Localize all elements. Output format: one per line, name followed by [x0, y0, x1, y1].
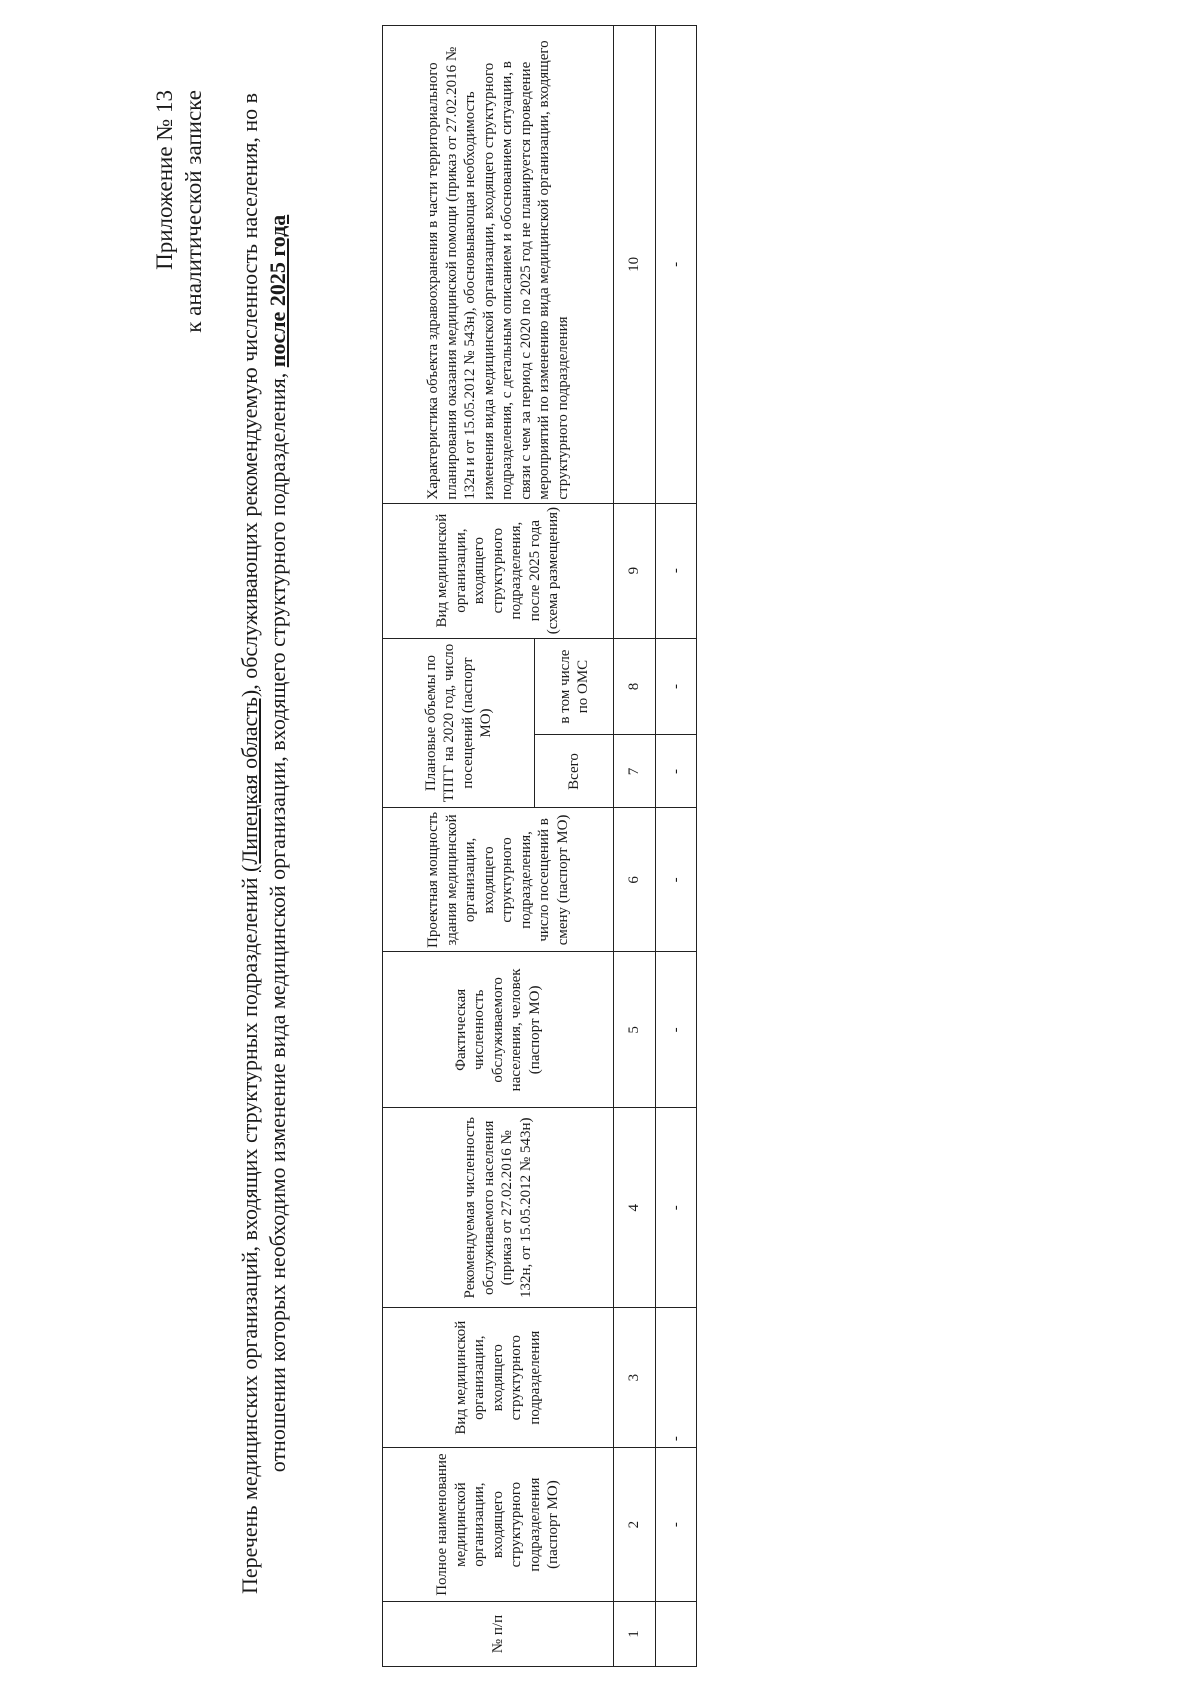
header-actual-population: Фактическая численность обслуживаемого населения, человек (паспорт МО): [383, 952, 614, 1108]
title-part1: Перечень медицинских организаций, входящих структурных подразделений: [237, 877, 262, 1595]
header-number: № п/п: [383, 1602, 614, 1667]
table-cell: -: [656, 503, 697, 638]
column-number: 6: [614, 808, 656, 952]
column-number: 3: [614, 1308, 656, 1448]
document-title: [236, 70, 292, 1617]
table-cell: -: [656, 952, 697, 1108]
header-row: [383, 26, 535, 1667]
title-region: (Липецкая область): [237, 689, 262, 872]
title-part2: , обслуживающих рекомендуемую численность населения, но в отношении которых необходимо изменение вида медицинской организации, входящего структурного подразделения,: [237, 93, 290, 1473]
column-number: 8: [614, 638, 656, 735]
header-planned-volumes: Плановые объемы по ТПГГ на 2020 год, число посещений (паспорт МО): [383, 638, 535, 808]
table-cell: [656, 1602, 697, 1667]
organizations-table: [382, 25, 697, 1667]
header-full-name: Полное наименование медицинской организации, входящего структурного подразделения (паспорт МО): [383, 1448, 614, 1602]
column-number: 10: [614, 26, 656, 504]
header-org-type-after-2025: Вид медицинской организации, входящего структурного подразделения, после 2025 года (схема размещения): [383, 503, 614, 638]
column-number: 9: [614, 503, 656, 638]
header-total: Всего: [535, 735, 614, 808]
table-cell: -: [656, 1448, 697, 1602]
column-number: 5: [614, 952, 656, 1108]
table-cell: -: [656, 808, 697, 952]
appendix-number: Приложение № 13: [152, 90, 177, 270]
table-row: [656, 26, 697, 1667]
header-recommended-population: Рекомендуемая численность обслуживаемого населения (приказ от 27.02.2016 № 132н, от 15.05.2012 № 543н): [383, 1108, 614, 1308]
column-number: 1: [614, 1602, 656, 1667]
appendix-reference: к аналитической записке: [181, 90, 206, 333]
appendix-header: [150, 90, 208, 333]
table-cell: -: [656, 1308, 697, 1448]
header-org-type: Вид медицинской организации, входящего структурного подразделения: [383, 1308, 614, 1448]
column-number: 4: [614, 1108, 656, 1308]
header-characteristics: Характеристика объекта здравоохранения в части территориального планирования оказания медицинской помощи (приказ от 27.02.2016 № 132н и от 15.05.2012 № 543н), обосновывающая необходимость изменения вида медицинской организации, входящего структурного подразделения, с детальным описанием и обоснованием ситуации, в связи с чем за период с 2020 по 2025 год не планируется проведение мероприятий по изменению вида медицинской организации, входящего структурного подразделения: [383, 26, 614, 504]
header-including-oms: в том числе по ОМС: [535, 638, 614, 735]
table-cell: -: [656, 638, 697, 735]
column-number: 2: [614, 1448, 656, 1602]
header-design-capacity: Проектная мощность здания медицинской организации, входящего структурного подразделения, число посещений в смену (паспорт МО): [383, 808, 614, 952]
table-cell: -: [656, 26, 697, 504]
title-emphasis: после 2025 года: [265, 214, 290, 368]
table-cell: -: [656, 735, 697, 808]
column-numbers-row: [614, 26, 656, 1667]
table-cell: -: [656, 1108, 697, 1308]
column-number: 7: [614, 735, 656, 808]
